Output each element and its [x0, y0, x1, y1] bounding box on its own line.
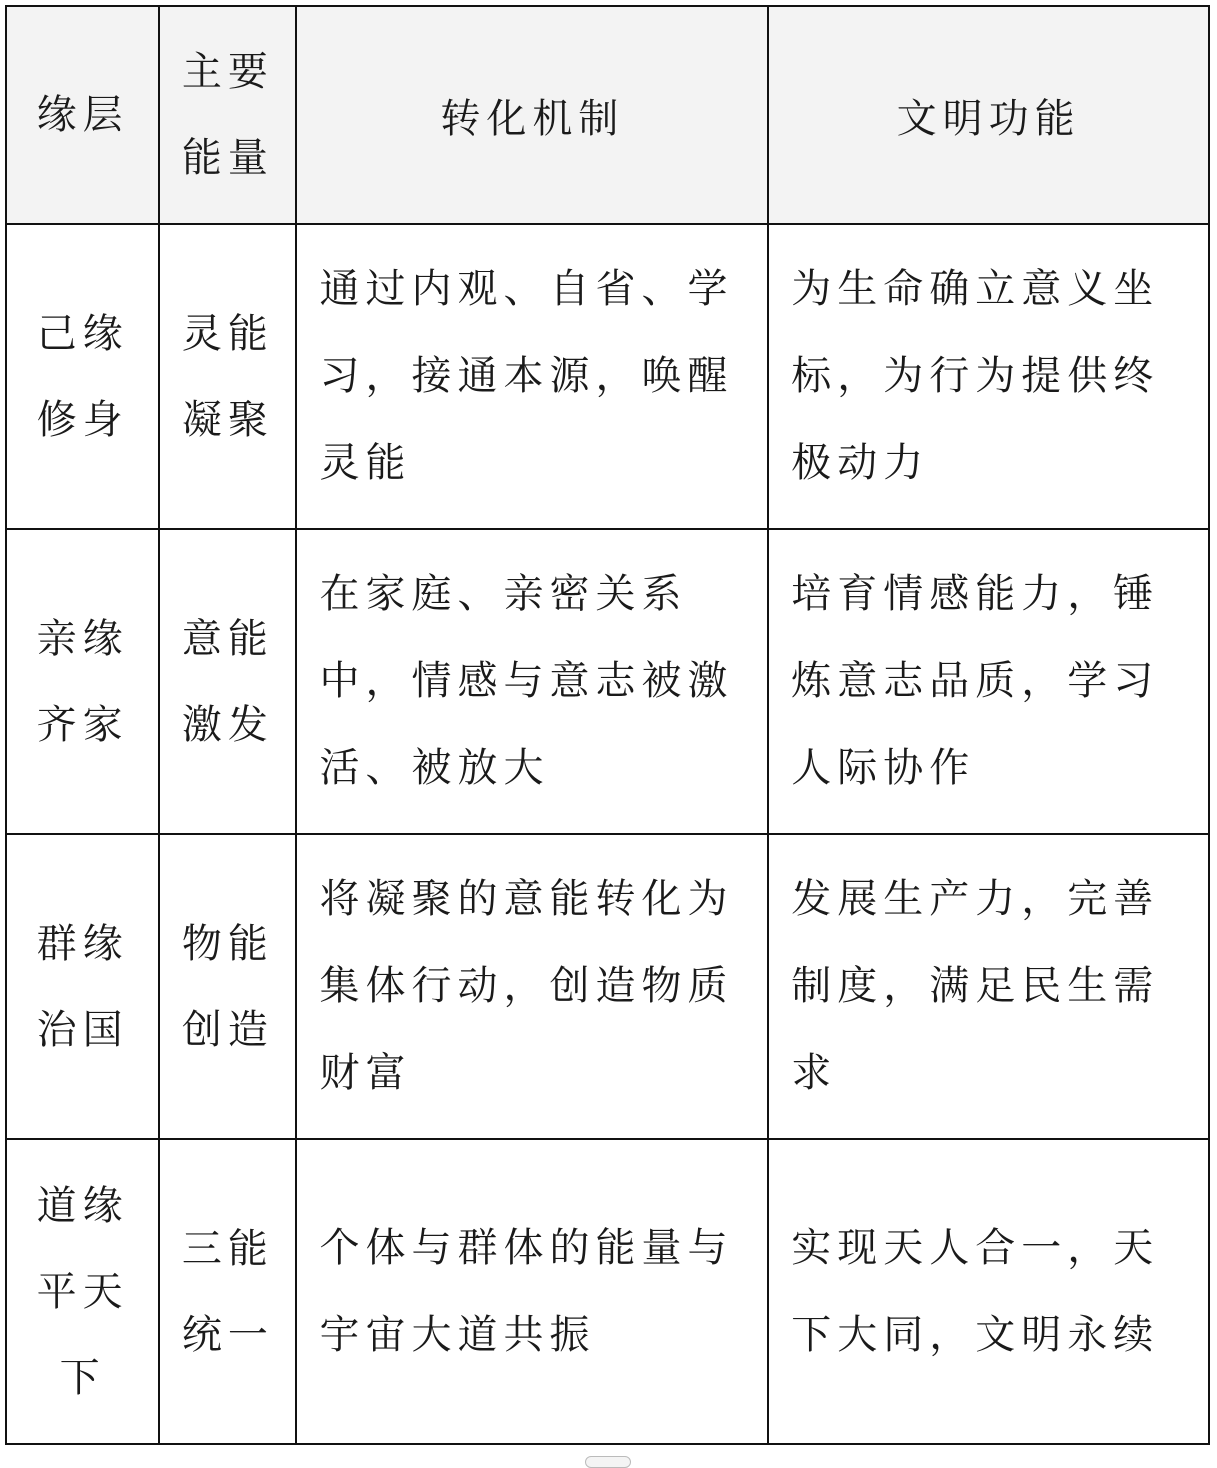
energy-table	[5, 5, 1210, 1445]
cell-energy: 物能创造	[159, 834, 296, 1139]
cell-layer: 道缘平天下	[6, 1139, 159, 1444]
cell-function: 发展生产力，完善制度，满足民生需求	[768, 834, 1209, 1139]
header-row	[6, 6, 1209, 224]
table-row	[6, 834, 1209, 1139]
cell-energy: 灵能凝聚	[159, 224, 296, 529]
table-row	[6, 224, 1209, 529]
cell-mechanism: 在家庭、亲密关系中，情感与意志被激活、被放大	[296, 529, 768, 834]
cell-layer: 亲缘齐家	[6, 529, 159, 834]
scroll-handle	[585, 1456, 631, 1468]
cell-function: 实现天人合一，天下大同，文明永续	[768, 1139, 1209, 1444]
header-energy: 主要能量	[159, 6, 296, 224]
header-mechanism: 转化机制	[296, 6, 768, 224]
table-row	[6, 529, 1209, 834]
header-function: 文明功能	[768, 6, 1209, 224]
cell-function: 培育情感能力，锤炼意志品质，学习人际协作	[768, 529, 1209, 834]
cell-layer: 己缘修身	[6, 224, 159, 529]
cell-mechanism: 通过内观、自省、学习，接通本源，唤醒灵能	[296, 224, 768, 529]
cell-layer: 群缘治国	[6, 834, 159, 1139]
cell-energy: 三能统一	[159, 1139, 296, 1444]
cell-mechanism: 将凝聚的意能转化为集体行动，创造物质财富	[296, 834, 768, 1139]
header-layer: 缘层	[6, 6, 159, 224]
cell-mechanism: 个体与群体的能量与宇宙大道共振	[296, 1139, 768, 1444]
table-row	[6, 1139, 1209, 1444]
cell-energy: 意能激发	[159, 529, 296, 834]
cell-function: 为生命确立意义坐标，为行为提供终极动力	[768, 224, 1209, 529]
